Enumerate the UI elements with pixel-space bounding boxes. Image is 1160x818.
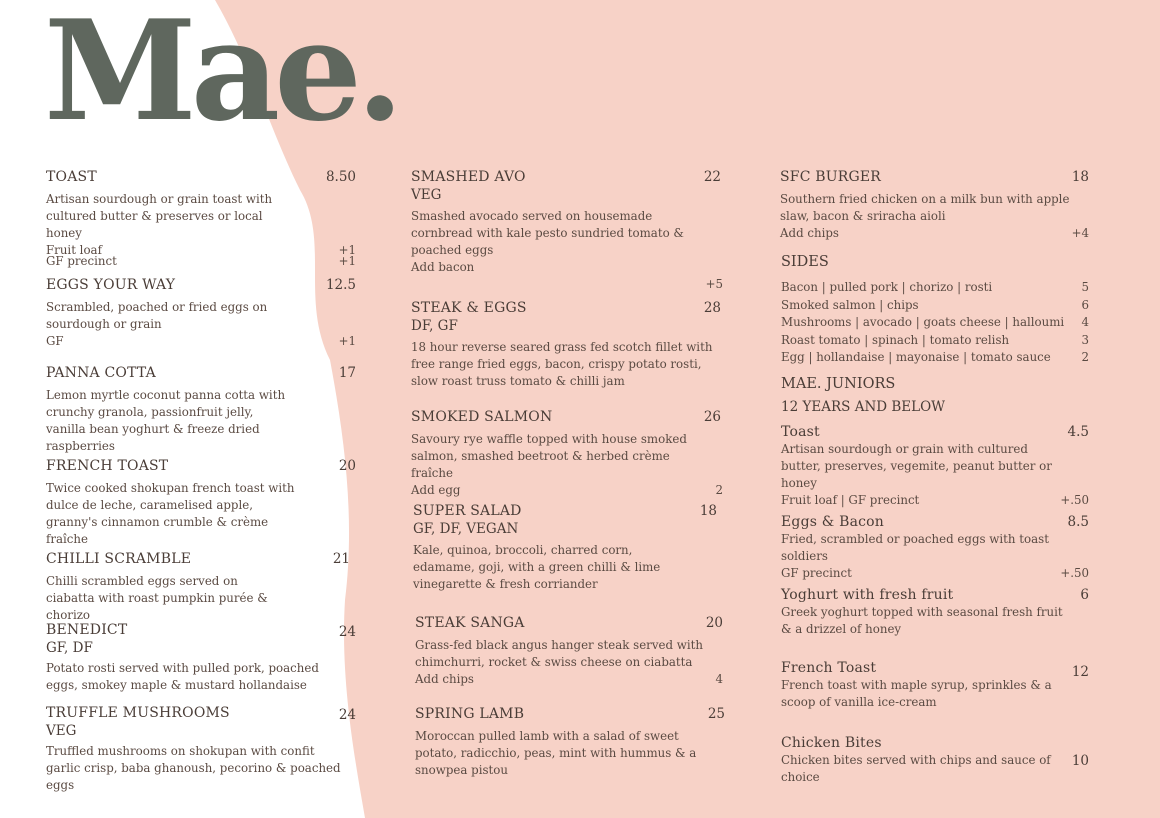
addon-label: GF precinct bbox=[46, 254, 117, 268]
menu-item-benedict bbox=[46, 622, 356, 694]
item-description: Greek yoghurt topped with seasonal fresh fruit & a drizzel of honey bbox=[781, 605, 1063, 636]
item-name: SUPER SALAD bbox=[413, 503, 522, 519]
brand-logo: Mae. bbox=[44, 0, 399, 152]
menu-item-french-toast bbox=[46, 458, 356, 548]
item-name: Chicken Bites bbox=[781, 735, 882, 751]
item-price: 22 bbox=[703, 169, 721, 185]
item-price: 6 bbox=[1080, 587, 1089, 603]
side-label: Mushrooms | avocado | goats cheese | halloumi bbox=[781, 315, 1065, 329]
addon-label: GF precinct bbox=[781, 566, 852, 580]
item-name: SFC BURGER bbox=[780, 169, 882, 185]
item-name: EGGS YOUR WAY bbox=[46, 277, 176, 293]
side-row bbox=[781, 349, 1089, 367]
junior-item-eggs-bacon bbox=[781, 514, 1089, 582]
side-row bbox=[781, 332, 1089, 350]
item-name: STEAK SANGA bbox=[415, 615, 525, 631]
item-price: 28 bbox=[703, 300, 721, 316]
addon-price: +1 bbox=[338, 334, 356, 348]
menu-item-smoked-salmon bbox=[411, 409, 723, 499]
item-description: Savoury rye waffle topped with house smoked salmon, smashed beetroot & herbed crème fraîche bbox=[411, 432, 687, 480]
item-name: Yoghurt with fresh fruit bbox=[781, 587, 954, 603]
addon-label: Add egg bbox=[411, 483, 461, 497]
side-price: 4 bbox=[1081, 315, 1089, 329]
side-price: 6 bbox=[1081, 297, 1089, 312]
item-price: 12.5 bbox=[325, 277, 356, 293]
item-description: Scrambled, poached or fried eggs on sourdough or grain bbox=[46, 300, 268, 331]
addon-label: GF bbox=[46, 334, 64, 348]
item-name: SPRING LAMB bbox=[415, 706, 525, 722]
menu-item-spring-lamb bbox=[415, 706, 725, 779]
addon-label: Add chips bbox=[415, 672, 474, 686]
sides-heading: SIDES bbox=[781, 254, 829, 270]
addon-price: +.50 bbox=[1060, 493, 1089, 507]
side-row bbox=[781, 279, 1089, 297]
juniors-heading: MAE. JUNIORS bbox=[781, 376, 896, 392]
addon-row bbox=[781, 565, 1089, 582]
item-price: 10 bbox=[1071, 753, 1089, 769]
junior-item-french-toast bbox=[781, 660, 1089, 711]
item-description: 18 hour reverse seared grass fed scotch fillet with free range fried eggs, bacon, crispy potato rosti, slow roast truss tomato & chilli jam bbox=[411, 340, 713, 388]
menu-item-sfc-burger bbox=[780, 169, 1089, 242]
addon-row bbox=[415, 671, 723, 688]
addon-row bbox=[411, 259, 723, 276]
item-name: CHILLI SCRAMBLE bbox=[46, 551, 192, 567]
item-name: Toast bbox=[781, 424, 820, 440]
item-description: Grass-fed black angus hanger steak served with chimchurri, rocket & swiss cheese on ciabatta bbox=[415, 638, 703, 669]
item-price: 8.50 bbox=[325, 169, 356, 185]
addon-row bbox=[411, 482, 723, 499]
sides-list bbox=[781, 279, 1089, 367]
menu-item-steak-sanga bbox=[415, 615, 723, 688]
addon-price: +4 bbox=[1071, 226, 1089, 240]
item-dietary: DF, GF bbox=[411, 318, 458, 334]
item-name: FRENCH TOAST bbox=[46, 458, 169, 474]
junior-item-toast bbox=[781, 424, 1089, 509]
item-name: SMOKED SALMON bbox=[411, 409, 553, 425]
item-name: PANNA COTTA bbox=[46, 365, 156, 381]
menu-item-panna-cotta bbox=[46, 365, 356, 455]
junior-item-chicken-bites bbox=[781, 735, 1089, 786]
addon-price: +5 bbox=[705, 277, 723, 291]
addon-price: +.50 bbox=[1060, 566, 1089, 580]
item-dietary: VEG bbox=[411, 187, 442, 203]
side-price: 2 bbox=[1081, 350, 1089, 364]
junior-item-yoghurt bbox=[781, 587, 1089, 638]
addon-label: Add bacon bbox=[411, 260, 475, 274]
menu-item-truffle-mushrooms bbox=[46, 705, 356, 794]
menu-item-eggs-your-way bbox=[46, 277, 356, 350]
item-name: French Toast bbox=[781, 660, 877, 676]
item-dietary: VEG bbox=[46, 723, 77, 739]
item-price: 24 bbox=[338, 707, 356, 723]
menu-item-chilli-scramble bbox=[46, 551, 356, 624]
side-price: 3 bbox=[1081, 332, 1089, 347]
item-description: Moroccan pulled lamb with a salad of sweet potato, radicchio, peas, mint with hummus & a snowpea pistou bbox=[415, 729, 697, 777]
addon-price: +1 bbox=[338, 254, 356, 268]
addon-row bbox=[411, 276, 723, 293]
item-price: 25 bbox=[707, 706, 725, 722]
item-description: Lemon myrtle coconut panna cotta with crunchy granola, passionfruit jelly, vanilla bean yoghurt & freeze dried raspberries bbox=[46, 388, 286, 453]
item-description: Artisan sourdough or grain toast with cultured butter & preserves or local honey bbox=[46, 192, 273, 240]
addon-price: 2 bbox=[715, 483, 723, 497]
menu-item-super-salad bbox=[413, 503, 719, 593]
side-price: 5 bbox=[1081, 280, 1089, 294]
addon-label: Fruit loaf | GF precinct bbox=[781, 493, 920, 507]
item-description: French toast with maple syrup, sprinkles & a scoop of vanilla ice-cream bbox=[781, 678, 1052, 709]
item-description: Twice cooked shokupan french toast with dulce de leche, caramelised apple, granny's cinnamon crumble & crème fraîche bbox=[46, 481, 295, 546]
side-label: Smoked salmon | chips bbox=[781, 297, 919, 312]
item-price: 21 bbox=[332, 551, 350, 567]
item-price: 4.5 bbox=[1067, 424, 1089, 440]
side-label: Bacon | pulled pork | chorizo | rosti bbox=[781, 280, 993, 294]
menu-item-steak-eggs bbox=[411, 300, 723, 390]
item-name: TRUFFLE MUSHROOMS bbox=[46, 705, 230, 721]
item-price: 12 bbox=[1071, 664, 1089, 680]
side-label: Egg | hollandaise | mayonaise | tomato sauce bbox=[781, 350, 1051, 364]
addon-price: 4 bbox=[715, 672, 723, 686]
menu-item-smashed-avo bbox=[411, 169, 723, 293]
item-description: Truffled mushrooms on shokupan with confit garlic crisp, baba ghanoush, pecorino & poached eggs bbox=[46, 744, 341, 792]
item-description: Chicken bites served with chips and sauce of choice bbox=[781, 753, 1051, 784]
item-description: Southern fried chicken on a milk bun with apple slaw, bacon & sriracha aioli bbox=[780, 192, 1070, 223]
item-name: TOAST bbox=[46, 169, 97, 185]
addon-row bbox=[780, 225, 1089, 242]
item-name: BENEDICT bbox=[46, 622, 128, 638]
item-price: 18 bbox=[699, 503, 717, 519]
juniors-subheading: 12 YEARS AND BELOW bbox=[781, 399, 946, 415]
side-row bbox=[781, 314, 1089, 332]
item-price: 18 bbox=[1071, 169, 1089, 185]
item-price: 20 bbox=[338, 458, 356, 474]
addon-label: Fruit loaf bbox=[46, 243, 102, 257]
item-price: 24 bbox=[338, 624, 356, 640]
item-dietary: GF, DF, VEGAN bbox=[413, 521, 519, 537]
side-label: Roast tomato | spinach | tomato relish bbox=[781, 332, 1010, 347]
item-description: Potato rosti served with pulled pork, poached eggs, smokey maple & mustard hollandaise bbox=[46, 661, 319, 692]
addon-row bbox=[781, 492, 1089, 509]
addon-row bbox=[46, 333, 356, 350]
item-price: 8.5 bbox=[1067, 514, 1089, 530]
side-row bbox=[781, 297, 1089, 315]
addon-price: +1 bbox=[338, 243, 356, 257]
addon-row bbox=[46, 253, 356, 270]
item-description: Fried, scrambled or poached eggs with toast soldiers bbox=[781, 532, 1049, 563]
item-price: 17 bbox=[338, 365, 356, 381]
menu-item-toast bbox=[46, 169, 356, 270]
item-description: Smashed avocado served on housemade cornbread with kale pesto sundried tomato & poached eggs bbox=[411, 209, 684, 257]
item-price: 20 bbox=[705, 615, 723, 631]
item-description: Artisan sourdough or grain with cultured butter, preserves, vegemite, peanut butter or honey bbox=[781, 442, 1052, 490]
item-name: STEAK & EGGS bbox=[411, 300, 527, 316]
item-price: 26 bbox=[703, 409, 721, 425]
item-name: SMASHED AVO bbox=[411, 169, 526, 185]
item-description: Chilli scrambled eggs served on ciabatta with roast pumpkin purée & chorizo bbox=[46, 574, 268, 622]
item-dietary: GF, DF bbox=[46, 640, 93, 656]
item-name: Eggs & Bacon bbox=[781, 514, 885, 530]
addon-label: Add chips bbox=[780, 226, 839, 240]
item-description: Kale, quinoa, broccoli, charred corn, edamame, goji, with a green chilli & lime vinegarette & fresh corriander bbox=[413, 543, 661, 591]
